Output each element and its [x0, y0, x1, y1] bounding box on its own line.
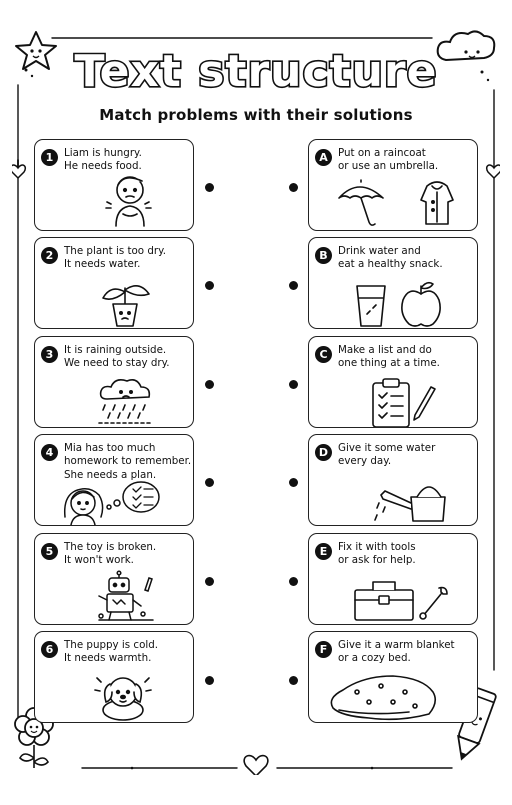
problem-card-1: [34, 139, 194, 231]
solution-letter: C: [315, 346, 332, 363]
solution-text: every day.: [338, 455, 392, 468]
problem-text: It is raining outside.: [64, 344, 167, 356]
solution-letter: E: [315, 543, 332, 560]
problem-text: The toy is broken.: [64, 541, 157, 553]
thinking-girl-icon: [61, 479, 191, 525]
problem-text: It won't work.: [64, 554, 134, 567]
heart-icon: [12, 165, 25, 178]
problem-number: 4: [41, 444, 58, 461]
solution-text: or ask for help.: [338, 554, 416, 567]
broken-robot-icon: [95, 570, 161, 624]
watering-can-icon: [371, 477, 461, 525]
umbrella-raincoat-icon: [335, 178, 465, 228]
match-dot-right-c[interactable]: [289, 380, 298, 389]
solution-text: Give it a warm blanket: [338, 639, 455, 651]
problem-card-5: [34, 533, 194, 625]
hungry-boy-icon: [101, 172, 159, 228]
subtitle: Match problems with their solutions: [99, 106, 413, 124]
problem-text: It needs warmth.: [64, 652, 152, 665]
problem-text: We need to stay dry.: [64, 357, 170, 370]
solution-card-a: [308, 139, 478, 231]
solution-letter: F: [315, 641, 332, 658]
solution-text: or a cozy bed.: [338, 652, 411, 665]
solution-text: eat a healthy snack.: [338, 258, 443, 271]
match-dot-left-4[interactable]: [205, 478, 214, 487]
problem-card-6: [34, 631, 194, 723]
toolbox-icon: [351, 576, 451, 622]
problem-number: 5: [41, 543, 58, 560]
problem-text: homework to remember.: [64, 455, 192, 468]
problem-number: 1: [41, 149, 58, 166]
wilted-plant-icon: [95, 274, 155, 328]
solution-card-c: [308, 336, 478, 428]
puppy-icon: [91, 672, 155, 722]
solution-text: Make a list and do: [338, 344, 432, 356]
blanket-icon: [323, 672, 441, 722]
rain-cloud-icon: [93, 375, 159, 425]
solution-letter: B: [315, 247, 332, 264]
match-dot-left-2[interactable]: [205, 281, 214, 290]
solution-card-d: [308, 434, 478, 526]
problem-text: She needs a plan.: [64, 468, 157, 481]
match-dot-right-d[interactable]: [289, 478, 298, 487]
match-dot-left-5[interactable]: [205, 577, 214, 586]
solution-text: or use an umbrella.: [338, 160, 439, 173]
solution-text: Put on a raincoat: [338, 147, 426, 159]
problem-text: Liam is hungry.: [64, 147, 142, 159]
page-title-text: Text structure: [74, 46, 438, 97]
match-dot-right-a[interactable]: [289, 183, 298, 192]
solution-text: Give it some water: [338, 442, 436, 454]
solution-card-f: [308, 631, 478, 723]
solution-card-e: [308, 533, 478, 625]
water-apple-icon: [353, 278, 443, 328]
problem-text: He needs food.: [64, 160, 142, 173]
problem-text: It needs water.: [64, 258, 141, 271]
solution-letter: D: [315, 444, 332, 461]
problem-number: 6: [41, 641, 58, 658]
problem-card-3: [34, 336, 194, 428]
problem-number: 2: [41, 247, 58, 264]
problem-card-2: [34, 237, 194, 329]
match-dot-left-6[interactable]: [205, 676, 214, 685]
match-dot-right-e[interactable]: [289, 577, 298, 586]
problem-number: 3: [41, 346, 58, 363]
checklist-icon: [369, 377, 439, 427]
solution-card-b: [308, 237, 478, 329]
problem-text: The plant is too dry.: [64, 245, 167, 257]
match-dot-left-1[interactable]: [205, 183, 214, 192]
solution-text: Fix it with tools: [338, 541, 416, 553]
problem-card-4: [34, 434, 194, 526]
match-dot-right-f[interactable]: [289, 676, 298, 685]
match-dot-left-3[interactable]: [205, 380, 214, 389]
solution-text: one thing at a time.: [338, 357, 440, 370]
solution-text: Drink water and: [338, 245, 421, 257]
page-title: [0, 38, 512, 108]
problem-text: Mia has too much: [64, 442, 156, 454]
solution-letter: A: [315, 149, 332, 166]
match-dot-right-b[interactable]: [289, 281, 298, 290]
problem-text: The puppy is cold.: [64, 639, 159, 651]
